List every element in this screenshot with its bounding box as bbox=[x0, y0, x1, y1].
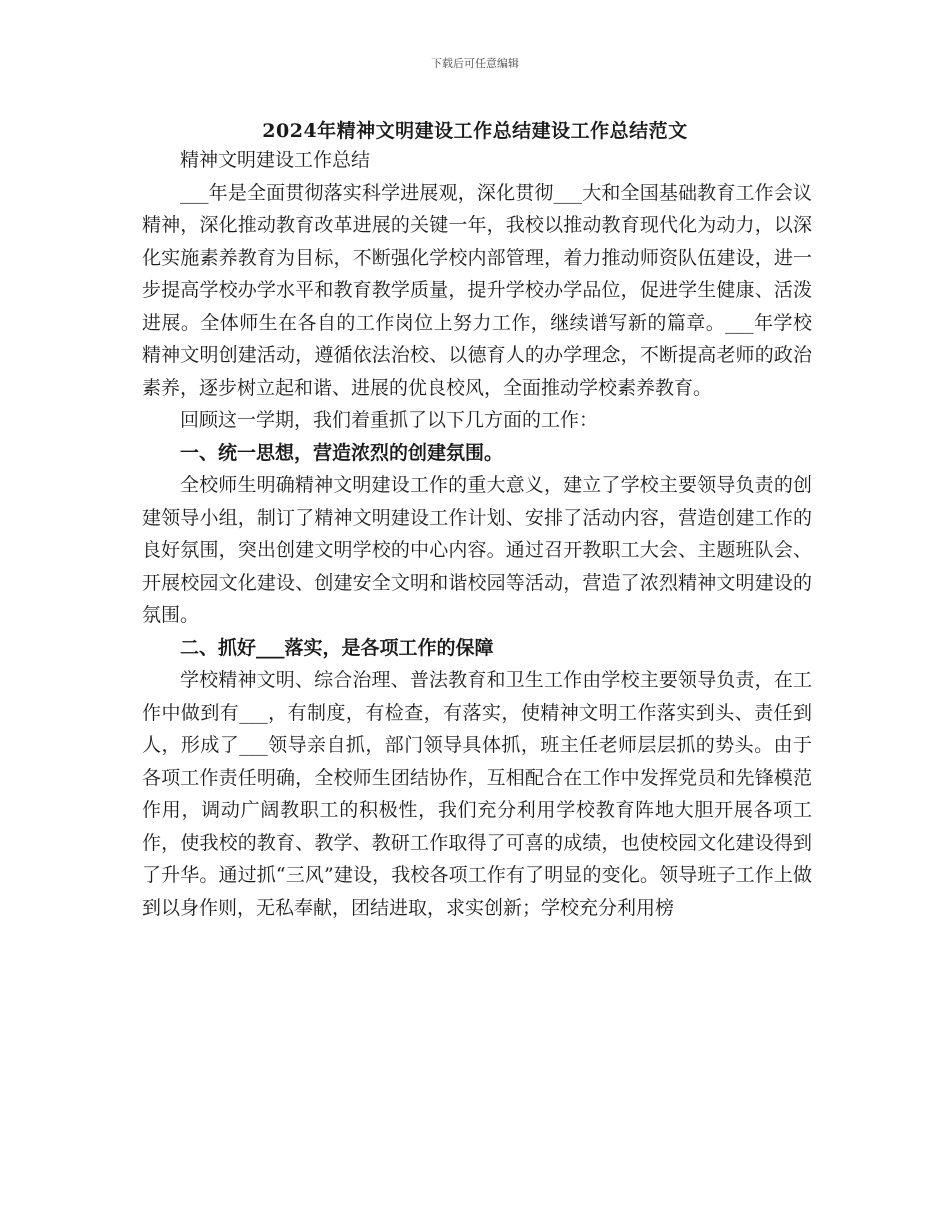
section-heading-1: 一、统一思想，营造浓烈的创建氛围。 bbox=[180, 441, 504, 464]
document-body bbox=[142, 144, 812, 924]
paragraph-section-1: 全校师生明确精神文明建设工作的重大意义，建立了学校主要领导负责的创建领导小组，制订了精神文明建设工作计划、安排了活动内容，营造创建工作的良好氛围，突出创建文明学校的中心内容。通过召开教职工大会、主题班队会、开展校园文化建设、创建安全文明和谐校园等活动，营造了浓烈精神文明建设的氛围。 bbox=[142, 474, 812, 626]
section-heading-2: 二、抓好___落实，是各项工作的保障 bbox=[180, 636, 494, 659]
paragraph-intro: ___年是全面贯彻落实科学进展观，深化贯彻___大和全国基础教育工作会议精神，深化推动教育改革进展的关键一年，我校以推动教育现代化为动力，以深化实施素养教育为目标，不断强化学校内部管理，着力推动师资队伍建设，进一步提高学校办学水平和教育教学质量，提升学校办学品位，促进学生健康、活泼进展。全体师生在各自的工作岗位上努力工作，继续谱写新的篇章。___年学校精神文明创建活动，遵循依法治校、以德育人的办学理念，不断提高老师的政治素养，逐步树立起和谐、进展的优良校风，全面推动学校素养教育。 bbox=[142, 181, 812, 399]
paragraph-subtitle: 精神文明建设工作总结 bbox=[180, 149, 371, 171]
document-title: 2024年精神文明建设工作总结建设工作总结范文 bbox=[262, 120, 688, 142]
paragraph-section-2: 学校精神文明、综合治理、普法教育和卫生工作由学校主要领导负责，在工作中做到有___，有制度，有检查，有落实，使精神文明工作落实到头、责任到人，形成了___领导亲自抓，部门领导具体抓，班主任老师层层抓的势头。由于各项工作责任明确，全校师生团结协作，互相配合在工作中发挥党员和先锋模范作用，调动广阔教职工的积极性，我们充分利用学校教育阵地大胆开展各项工作，使我校的教育、教学、教研工作取得了可喜的成绩，也使校园文化建设得到了升华。通过抓“三风”建设，我校各项工作有了明显的变化。领导班子工作上做到以身作则，无私奉献，团结进取，求实创新；学校充分利用榜 bbox=[142, 669, 812, 919]
header-note: 下载后可任意编辑 bbox=[431, 57, 519, 70]
paragraph-review: 回顾这一学期，我们着重抓了以下几方面的工作： bbox=[180, 409, 599, 431]
